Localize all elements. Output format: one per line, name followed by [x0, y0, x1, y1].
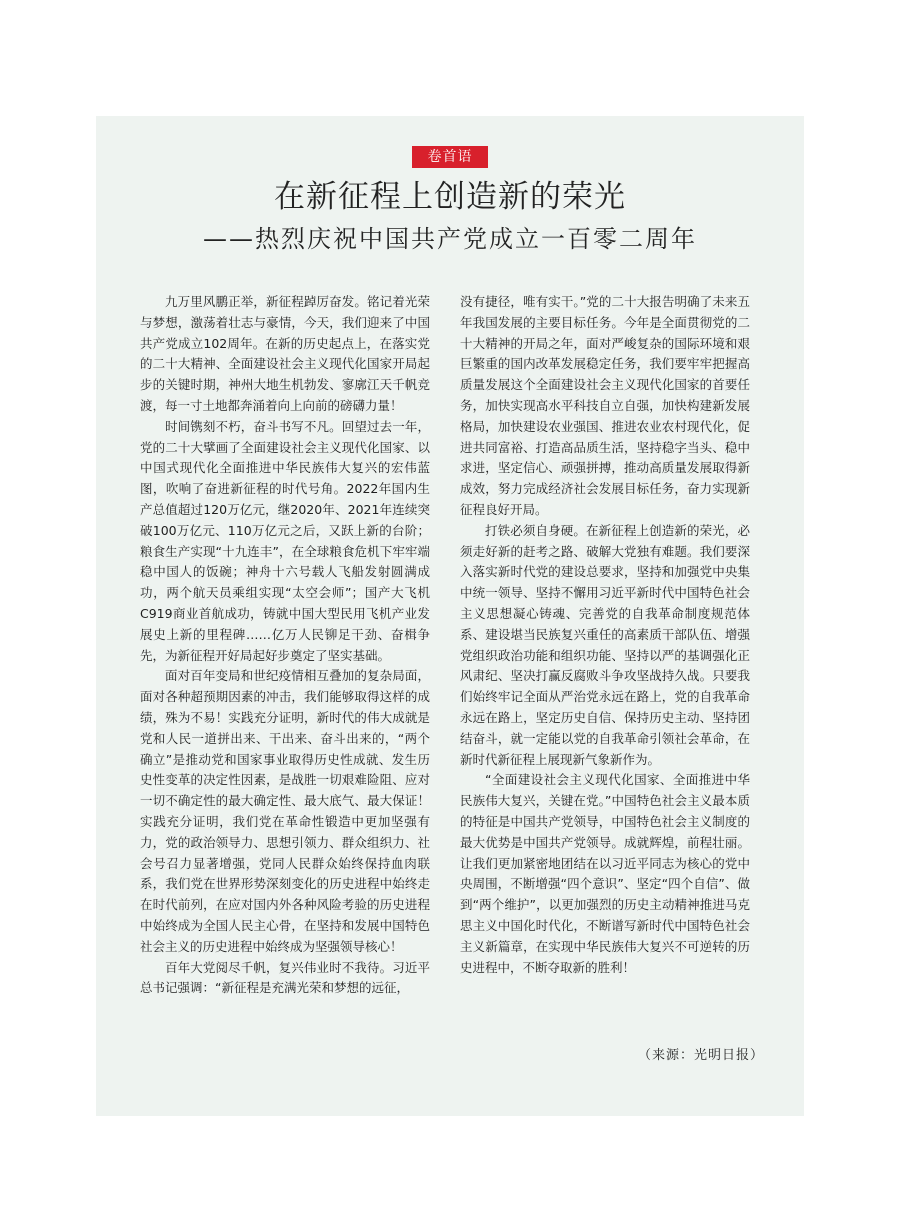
- paragraph: 打铁必须自身硬。在新征程上创造新的荣光，必须走好新的赶考之路、破解大党独有难题。我们要深入落实新时代党的建设总要求，坚持和加强党中央集中统一领导、坚持不懈用习近平新时代中国特色社会主义思想凝心铸魂、完善党的自我革命制度规范体系、建设堪当民族复兴重任的高素质干部队伍、增强党组织政治功能和组织功能、坚持以严的基调强化正风肃纪、坚决打赢反腐败斗争攻坚战持久战。只要我们始终牢记全面从严治党永远在路上，党的自我革命永远在路上，坚定历史自信、保持历史主动、坚持团结奋斗，就一定能以党的自我革命引领社会革命，在新时代新征程上展现新气象新作为。: [460, 522, 750, 767]
- section-tag: 卷首语: [412, 146, 488, 168]
- article-column-right: [460, 292, 750, 978]
- paragraph: 时间镌刻不朽，奋斗书写不凡。回望过去一年，党的二十大擘画了全面建设社会主义现代化国家、以中国式现代化全面推进中华民族伟大复兴的宏伟蓝图，吹响了奋进新征程的时代号角。2022年国内生产总值超过120万亿元，继2020年、2021年连续突破100万亿元、110万亿元之后，又跃上新的台阶；粮食生产实现“十九连丰”，在全球粮食危机下牢牢端稳中国人的饭碗；神舟十六号载人飞船发射圆满成功，两个航天员乘组实现“太空会师”；国产大飞机C919商业首航成功，铸就中国大型民用飞机产业发展史上新的里程碑……亿万人民铆足干劲、奋楫争先，为新征程开好局起好步奠定了坚实基础。: [140, 418, 430, 663]
- page-subtitle: ——热烈庆祝中国共产党成立一百零二周年: [203, 225, 697, 253]
- magazine-page: [96, 116, 804, 1116]
- source-credit: （来源：光明日报）: [637, 1048, 764, 1063]
- paragraph: 面对百年变局和世纪疫情相互叠加的复杂局面，面对各种超预期因素的冲击，我们能够取得这样的成绩，殊为不易！实践充分证明，新时代的伟大成就是党和人民一道拼出来、干出来、奋斗出来的，“两个确立”是推动党和国家事业取得历史性成就、发生历史性变革的决定性因素，是战胜一切艰难险阻、应对一切不确定性的最大确定性、最大底气、最大保证！实践充分证明，我们党在革命性锻造中更加坚强有力，党的政治领导力、思想引领力、群众组织力、社会号召力显著增强，党同人民群众始终保持血肉联系，我们党在世界形势深刻变化的历史进程中始终走在时代前列，在应对国内外各种风险考验的历史进程中始终成为全国人民主心骨，在坚持和发展中国特色社会主义的历史进程中始终成为坚强领导核心！: [140, 668, 430, 954]
- article-column-left: [140, 292, 430, 999]
- paragraph-continued: 没有捷径，唯有实干。”党的二十大报告明确了未来五年我国发展的主要目标任务。今年是全面贯彻党的二十大精神的开局之年，面对严峻复杂的国际环境和艰巨繁重的国内改革发展稳定任务，我们要牢牢把握高质量发展这个全面建设社会主义现代化国家的首要任务，加快实现高水平科技自立自强，加快构建新发展格局，加快建设农业强国、推进农业农村现代化，促进共同富裕、打造高品质生活，坚持稳字当头、稳中求进，坚定信心、顽强拼搏，推动高质量发展取得新成效，努力完成经济社会发展目标任务，奋力实现新征程良好开局。: [460, 294, 750, 517]
- page-title: 在新征程上创造新的荣光: [274, 179, 626, 215]
- paragraph: 百年大党阅尽千帆，复兴伟业时不我待。习近平总书记强调：“新征程是充满光荣和梦想的远征，: [140, 959, 430, 996]
- paragraph: 九万里风鹏正举，新征程踔厉奋发。铭记着光荣与梦想，激荡着壮志与豪情，今天，我们迎来了中国共产党成立102周年。在新的历史起点上，在落实党的二十大精神、全面建设社会主义现代化国家开局起步的关键时期，神州大地生机勃发、寥廓江天千帆竞渡，每一寸土地都奔涌着向上向前的磅礴力量！: [140, 294, 430, 413]
- paragraph: “全面建设社会主义现代化国家、全面推进中华民族伟大复兴，关键在党。”中国特色社会主义最本质的特征是中国共产党领导，中国特色社会主义制度的最大优势是中国共产党领导。成就辉煌，前程壮丽。让我们更加紧密地团结在以习近平同志为核心的党中央周围，不断增强“四个意识”、坚定“四个自信”、做到“两个维护”，以更加强烈的历史主动精神推进马克思主义中国化时代化，不断谱写新时代中国特色社会主义新篇章，在实现中华民族伟大复兴不可逆转的历史进程中，不断夺取新的胜利！: [460, 772, 750, 975]
